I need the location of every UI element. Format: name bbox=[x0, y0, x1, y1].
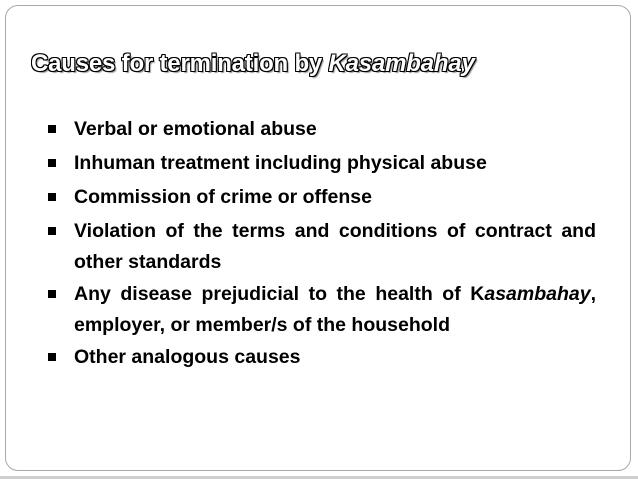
bullet-text: Inhuman treatment including physical abuse bbox=[74, 152, 487, 174]
bullet-text: Verbal or emotional abuse bbox=[74, 118, 317, 140]
bullet-text-part2: , employer, or member/s of the household bbox=[74, 283, 596, 336]
bullet-text-part1: Any disease prejudicial to the health of K bbox=[74, 283, 485, 305]
slide-title-plain: Causes for termination by bbox=[31, 50, 329, 77]
bullet-text: Violation of the terms and conditions of contract and other standards bbox=[74, 220, 596, 273]
bullet-item bbox=[48, 118, 596, 141]
slide-title bbox=[31, 50, 475, 78]
bullet-list bbox=[48, 118, 596, 380]
square-bullet-icon bbox=[48, 227, 56, 235]
square-bullet-icon bbox=[48, 290, 56, 298]
bullet-item bbox=[48, 186, 596, 209]
bullet-item bbox=[48, 152, 596, 175]
square-bullet-icon bbox=[48, 353, 56, 361]
square-bullet-icon bbox=[48, 193, 56, 201]
bullet-text-italic: asambahay bbox=[484, 283, 591, 305]
bullet-text: Other analogous causes bbox=[74, 346, 301, 368]
bullet-text: Commission of crime or offense bbox=[74, 186, 372, 208]
bullet-item bbox=[48, 216, 596, 278]
slide-frame bbox=[5, 5, 631, 471]
bullet-item bbox=[48, 279, 596, 341]
square-bullet-icon bbox=[48, 159, 56, 167]
slide-title-italic: Kasambahay bbox=[328, 50, 475, 77]
bullet-item bbox=[48, 346, 596, 369]
square-bullet-icon bbox=[48, 125, 56, 133]
